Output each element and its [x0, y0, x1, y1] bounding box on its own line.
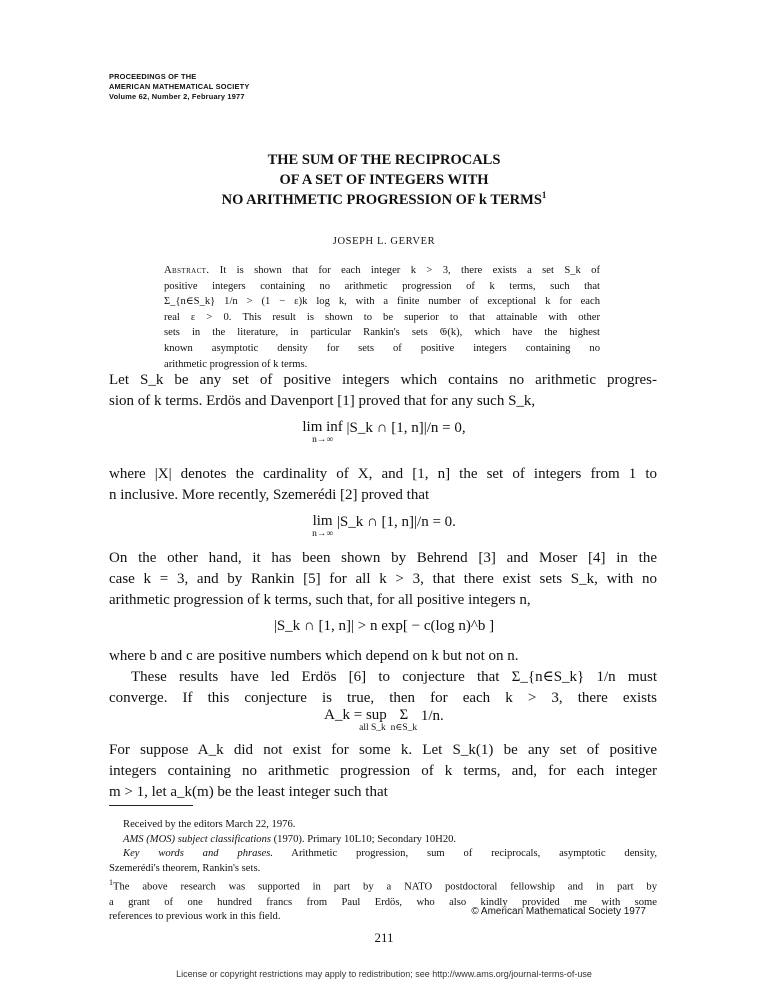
- footnote-keywords-text: Arithmetic progression, sum of reciprocals, asymptotic density,: [291, 848, 657, 860]
- title-line3-text: NO ARITHMETIC PROGRESSION OF k TERMS: [221, 192, 542, 208]
- body-line: sion of k terms. Erdös and Davenport [1] proved that for any such S_k,: [109, 393, 536, 409]
- equation-1-expr: |S_k ∩ [1, n]|/n = 0,: [346, 420, 466, 436]
- body-line: These results have led Erdös [6] to conjecture that Σ_{n∈S_k} 1/n must: [131, 669, 657, 685]
- page-number: 211: [374, 930, 394, 945]
- abstract: [164, 263, 600, 372]
- title-line1: THE SUM OF THE RECIPROCALS: [267, 152, 501, 168]
- footnote-support-cont: references to previous work in this field.: [109, 911, 281, 923]
- abstract-line-text: It is shown that for each integer k > 3, there exists a set S_k of: [219, 265, 601, 276]
- body-paragraph-1: [109, 370, 657, 412]
- body-line: case k = 3, and by Rankin [5] for all k > 3, that there exist sets S_k, with no: [109, 571, 657, 587]
- equation-2-sub: n→∞: [312, 529, 334, 539]
- footnote-divider: [109, 805, 193, 806]
- equation-1-sub: n→∞: [312, 435, 334, 445]
- body-line: integers containing no arithmetic progression of k terms, and, for each integer: [109, 763, 657, 779]
- license-notice[interactable]: License or copyright restrictions may apply to redistribution; see http://www.ams.org/journal-terms-of-use: [176, 969, 592, 979]
- journal-volume: Volume 62, Number 2, February 1977: [109, 92, 245, 101]
- title-line2: OF A SET OF INTEGERS WITH: [279, 172, 489, 188]
- equation-1-op: lim inf: [302, 419, 343, 435]
- equation-3: |S_k ∩ [1, n]| > n exp[ − c(log n)^b ]: [273, 618, 495, 634]
- equation-1: [0, 420, 768, 445]
- body-line: For suppose A_k did not exist for some k. Let S_k(1) be any set of positive: [109, 742, 657, 758]
- footnote-received: Received by the editors March 22, 1976.: [123, 819, 296, 830]
- body-line: m > 1, let a_k(m) be the least integer such that: [109, 784, 388, 800]
- abstract-line: [164, 263, 600, 279]
- body-line: Let S_k be any set of positive integers which contains no arithmetic progres-: [109, 372, 657, 388]
- abstract-line: real ε > 0. This result is shown to be superior to that attainable with other: [164, 311, 600, 323]
- body-paragraph-4: [109, 646, 657, 709]
- footnote-keywords: [109, 847, 657, 862]
- paper-title: [0, 150, 768, 210]
- equation-1-operator: [302, 420, 342, 445]
- abstract-line: sets in the literature, in particular Rankin's sets 𝔊(k), which have the highest: [164, 327, 600, 339]
- footnote-support-text: The above research was supported in part by a NATO postdoctoral fellowship and in part by: [113, 881, 657, 893]
- equation-4-sum-sub: n∈S_k: [390, 723, 418, 733]
- equation-4-lhs: A_k = sup: [324, 707, 387, 723]
- journal-header: [109, 72, 249, 102]
- footnote-keywords-cont: Szemerédi's theorem, Rankin's sets.: [109, 862, 261, 874]
- abstract-line: arithmetic progression of k terms.: [164, 358, 308, 370]
- footnote-ams: [109, 833, 657, 848]
- footnote-support-mark: 1: [109, 878, 113, 888]
- abstract-line: positive integers containing no arithmetic progression of k terms, such that: [164, 280, 600, 292]
- abstract-label: Abstract.: [164, 265, 210, 276]
- equation-4-sup-sub: all S_k: [359, 723, 386, 733]
- equation-2: [0, 514, 768, 539]
- footnote-ams-label: AMS (MOS) subject classifications: [123, 833, 271, 845]
- equation-4: [0, 708, 768, 733]
- equation-2-operator: [312, 514, 333, 539]
- title-line3: [0, 190, 768, 210]
- body-paragraph-2: [109, 464, 657, 506]
- equation-2-op: lim: [312, 513, 333, 529]
- abstract-line: Σ_{n∈S_k} 1/n > (1 − ε)k log k, with a finite number of exceptional k for each: [164, 296, 600, 308]
- footnote-support: [109, 876, 657, 895]
- journal-name-line1: PROCEEDINGS OF THE: [109, 72, 197, 81]
- body-line: arithmetic progression of k terms, such that, for all positive integers n,: [109, 592, 531, 608]
- body-line: n inclusive. More recently, Szemerédi [2] proved that: [109, 487, 430, 503]
- journal-name-line2: AMERICAN MATHEMATICAL SOCIETY: [109, 82, 250, 91]
- equation-4-sigma: Σ: [399, 707, 409, 723]
- body-paragraph-5: [109, 740, 657, 803]
- equation-4-rhs: 1/n.: [420, 708, 444, 724]
- equation-4-sum: [391, 708, 418, 733]
- title-footnote-mark[interactable]: 1: [541, 190, 547, 201]
- body-paragraph-3: [109, 548, 657, 611]
- footnote-ams-text: (1970). Primary 10L10; Secondary 10H20.: [273, 833, 457, 845]
- body-line: where b and c are positive numbers which depend on k but not on n.: [109, 648, 519, 664]
- body-line: On the other hand, it has been shown by Behrend [3] and Moser [4] in the: [109, 550, 657, 566]
- body-line: where |X| denotes the cardinality of X, and [1, n] the set of integers from 1 to: [109, 466, 657, 482]
- footnote-support-cont: a grant of one hundred francs from Paul Erdös, who also kindly provided me with some: [109, 896, 657, 908]
- footnote-keywords-label: Key words and phrases.: [123, 848, 274, 860]
- equation-4-sup: [324, 708, 387, 733]
- copyright-notice: © American Mathematical Society 1977: [471, 906, 646, 917]
- body-line: converge. If this conjecture is true, then for each k > 3, there exists: [109, 690, 657, 706]
- abstract-line: known asymptotic density for sets of positive integers containing no: [164, 342, 600, 354]
- author-name: JOSEPH L. GERVER: [332, 236, 436, 247]
- equation-2-expr: |S_k ∩ [1, n]|/n = 0.: [336, 514, 456, 530]
